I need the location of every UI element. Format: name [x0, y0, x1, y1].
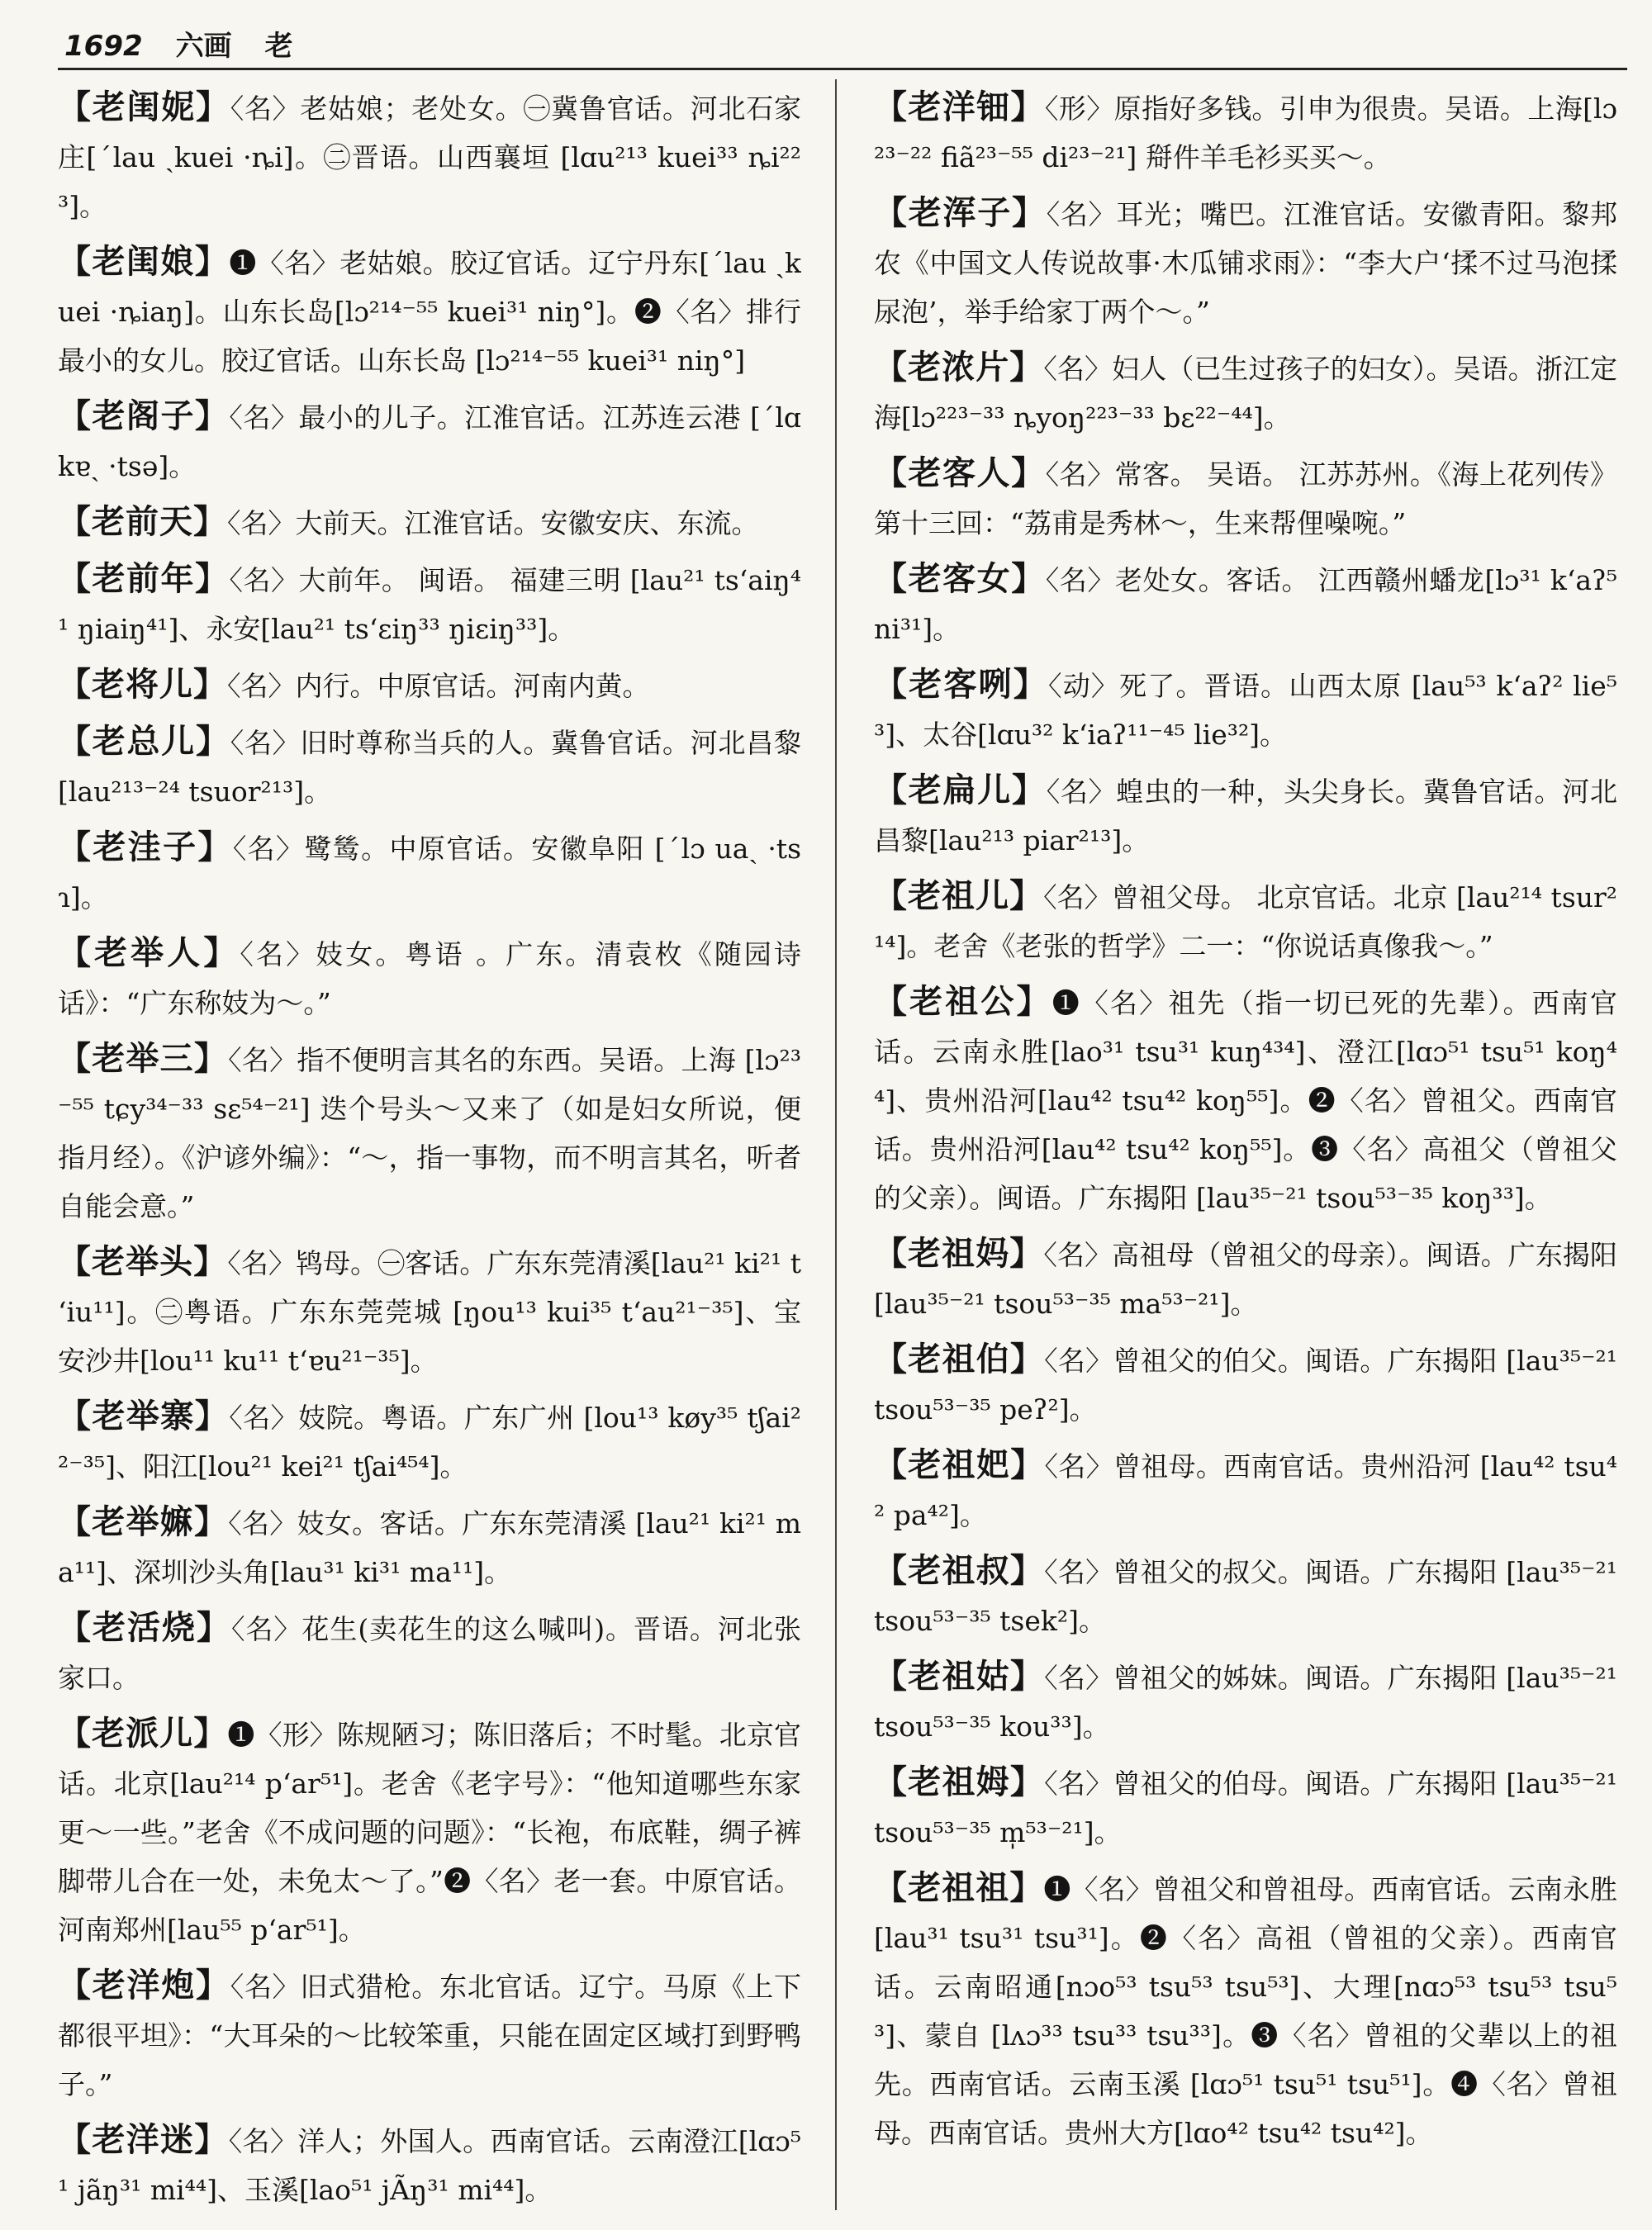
- entry-headword: 【老祖公】: [874, 982, 1052, 1021]
- page-number: 1692: [64, 30, 143, 63]
- entry-headword: 【老洼子】: [58, 828, 233, 866]
- entry-headword: 【老洋迷】: [58, 2120, 229, 2159]
- entry-headword: 【老祖叔】: [874, 1551, 1045, 1590]
- dictionary-entry: [58, 1034, 801, 1231]
- dictionary-entry: [58, 717, 801, 816]
- dictionary-entry: [58, 2115, 801, 2213]
- dictionary-entry: [874, 83, 1617, 182]
- entry-definition: 〈名〉老处女。客话。 江西赣州蟠龙[lɔ³¹ kʻaʔ⁵ ni³¹]。: [874, 564, 1617, 645]
- left-column: [58, 83, 801, 2213]
- dictionary-entry: [874, 1652, 1617, 1751]
- dictionary-entry: [874, 1758, 1617, 1857]
- entry-definition: 〈名〉曾祖父的伯父。闽语。广东揭阳 [lau³⁵⁻²¹ tsou⁵³⁻³⁵ peʔ²]。: [874, 1345, 1617, 1426]
- entry-definition: 〈名〉耳光；嘴巴。江淮官话。安徽青阳。黎邦农《中国文人传说故事·木瓜铺求雨》：“李大户‘揉不过马泡揉尿泡’，举手给家丁两个～。”: [874, 198, 1617, 328]
- entry-headword: 【老闺娘】: [58, 242, 230, 281]
- entry-definition: 〈动〉死了。晋语。山西太原 [lau⁵³ kʻaʔ² lie⁵³]、太谷[lɑu³² kʻiaʔ¹¹⁻⁴⁵ lie³²]。: [874, 670, 1617, 751]
- entry-headword: 【老祖祖】: [874, 1868, 1044, 1907]
- dictionary-entry: [58, 237, 801, 385]
- dictionary-entry: [874, 1546, 1617, 1645]
- dictionary-entry: [58, 1237, 801, 1385]
- entry-headword: 【老举三】: [58, 1039, 229, 1078]
- entry-headword: 【老举寨】: [58, 1397, 230, 1435]
- entry-definition: 〈名〉常客。 吴语。 江苏苏州。《海上花列传》第十三回：“荔甫是秀林～，生来帮俚噪啘。”: [874, 458, 1617, 539]
- entry-definition: 〈名〉旧式猎枪。东北官话。辽宁。马原《上下都很平坦》：“大耳朵的～比较笨重，只能在固定区域打到野鸭子。”: [58, 1971, 801, 2100]
- entry-headword: 【老祖姆】: [874, 1763, 1045, 1801]
- entry-definition: 〈名〉妓院。粤语。广东广州 [lou¹³ køy³⁵ tʃai²²⁻³⁵]、阳江[lou²¹ kei²¹ tʃai⁴⁵⁴]。: [58, 1402, 801, 1483]
- entry-headword: 【老闺妮】: [58, 88, 230, 126]
- dictionary-entry: [58, 928, 801, 1027]
- page-header: [64, 23, 1617, 74]
- entry-definition: 〈名〉曾祖父的叔父。闽语。广东揭阳 [lau³⁵⁻²¹ tsou⁵³⁻³⁵ tsek²]。: [874, 1556, 1617, 1637]
- dictionary-entry: [58, 823, 801, 922]
- entry-headword: 【老祖妈】: [874, 1234, 1044, 1273]
- entry-definition: 〈名〉曾祖母。西南官话。贵州沿河 [lau⁴² tsu⁴² pa⁴²]。: [874, 1450, 1617, 1531]
- dictionary-entry: [874, 1863, 1617, 2157]
- entry-definition: ❶〈名〉老姑娘。胶辽官话。辽宁丹东[ˊlau ˏkuei ·ȵiaŋ]。山东长岛[lɔ²¹⁴⁻⁵⁵ kuei³¹ niŋ°]。❷〈名〉排行最小的女儿。胶辽官话。山东长岛 [lɔ²¹⁴⁻⁵⁵ kuei³¹ niŋ°]: [58, 247, 801, 377]
- dictionary-entry: [58, 497, 801, 548]
- entry-headword: 【老客咧】: [874, 665, 1049, 704]
- dictionary-entry: [874, 188, 1617, 336]
- section-label: 六画: [175, 30, 232, 63]
- entry-headword: 【老祖姑】: [874, 1657, 1045, 1696]
- entry-definition: 〈名〉曾祖父母。 北京官话。北京 [lau²¹⁴ tsur²¹⁴]。老舍《老张的哲学》二一：“你说话真像我～。”: [874, 881, 1617, 962]
- entry-definition: 〈名〉大前年。 闽语。 福建三明 [lau²¹ tsʻaiŋ⁴¹ ŋiaiŋ⁴¹]、永安[lau²¹ tsʻɛiŋ³³ ŋiɛiŋ³³]。: [58, 564, 801, 645]
- entry-definition: 〈名〉大前天。江淮官话。安徽安庆、东流。: [227, 507, 759, 539]
- dictionary-entry: [58, 554, 801, 653]
- entry-headword: 【老活烧】: [58, 1608, 231, 1647]
- entry-headword: 【老派儿】: [58, 1714, 228, 1753]
- dictionary-entry: [58, 660, 801, 710]
- entry-definition: 〈名〉花生(卖花生的这么喊叫)。晋语。河北张家口。: [58, 1613, 801, 1694]
- entry-headword: 【老洋炮】: [58, 1966, 230, 2005]
- entry-headword: 【老浑子】: [874, 193, 1047, 232]
- entry-definition: 〈名〉鹭鸶。中原官话。安徽阜阳 [ˊlɔ uaˎ ·tsɿ]。: [58, 833, 801, 913]
- dictionary-entry: [874, 871, 1617, 970]
- right-column: [874, 83, 1617, 2213]
- dictionary-entry: [874, 660, 1617, 759]
- entry-headword: 【老举人】: [58, 933, 240, 972]
- dictionary-entry: [58, 1497, 801, 1597]
- entry-headword: 【老祖妑】: [874, 1445, 1045, 1484]
- entry-definition: 〈名〉妇人（已生过孩子的妇女）。吴语。浙江定海[lɔ²²³⁻³³ ȵyoŋ²²³⁻³³ bɛ²²⁻⁴⁴]。: [874, 353, 1617, 434]
- dictionary-entry: [58, 391, 801, 491]
- entry-definition: 〈名〉曾祖父的伯母。闽语。广东揭阳 [lau³⁵⁻²¹ tsou⁵³⁻³⁵ m̩⁵³⁻²¹]。: [874, 1767, 1617, 1848]
- entry-definition: ❶〈名〉祖先（指一切已死的先辈）。西南官话。云南永胜[lao³¹ tsu³¹ kuŋ⁴³⁴]、澄江[lɑɔ⁵¹ tsu⁵¹ koŋ⁴⁴]、贵州沿河[lau⁴² tsu⁴² koŋ⁵⁵]。❷〈名〉曾祖父。西南官话。贵州沿河[lau⁴² tsu⁴² koŋ⁵⁵]。❸〈名〉高祖父（曾祖父的父亲）。闽语。广东揭阳 [lau³⁵⁻²¹ tsou⁵³⁻³⁵ koŋ³³]。: [874, 987, 1617, 1214]
- entry-headword: 【老洋钿】: [874, 88, 1045, 126]
- entry-headword: 【老将儿】: [58, 665, 227, 704]
- header-rule: [58, 68, 1627, 70]
- dictionary-entry: [58, 1392, 801, 1491]
- dictionary-entry: [874, 448, 1617, 548]
- dictionary-entry: [874, 1229, 1617, 1328]
- dictionary-entry: [58, 1961, 801, 2109]
- entry-definition: 〈名〉妓女。粤语 。广东。清袁枚《随园诗话》：“广东称妓为～。”: [58, 938, 801, 1019]
- entry-definition: 〈名〉旧时尊称当兵的人。冀鲁官话。河北昌黎[lau²¹³⁻²⁴ tsuor²¹³]。: [58, 727, 801, 808]
- entry-headword: 【老阁子】: [58, 396, 230, 435]
- dictionary-entry: [874, 977, 1617, 1222]
- entry-definition: ❶〈名〉曾祖父和曾祖母。西南官话。云南永胜[lau³¹ tsu³¹ tsu³¹]。❷〈名〉高祖（曾祖的父亲）。西南官话。云南昭通[nɔo⁵³ tsu⁵³ tsu⁵³]、大理[nɑɔ⁵³ tsu⁵³ tsu⁵³]、蒙自 [lʌɔ³³ tsu³³ tsu³³]。❸〈名〉曾祖的父辈以上的祖先。西南官话。云南玉溪 [lɑɔ⁵¹ tsu⁵¹ tsu⁵¹]。❹〈名〉曾祖母。西南官话。贵州大方[lɑo⁴² tsu⁴² tsu⁴²]。: [874, 1873, 1617, 2149]
- dictionary-entry: [58, 83, 801, 230]
- column-divider: [835, 79, 837, 2210]
- entry-headword: 【老浓片】: [874, 348, 1044, 387]
- entry-definition: 〈名〉最小的儿子。江淮官话。江苏连云港 [ˊlɑ kɐˎ ·tsə]。: [58, 401, 801, 482]
- entry-definition: 〈名〉内行。中原官话。河南内黄。: [227, 670, 650, 702]
- entry-definition: 〈名〉蝗虫的一种，头尖身长。冀鲁官话。河北昌黎[lau²¹³ piar²¹³]。: [874, 776, 1617, 856]
- radical-character: 老: [264, 30, 293, 63]
- entry-headword: 【老客女】: [874, 559, 1046, 598]
- entry-headword: 【老祖儿】: [874, 876, 1044, 915]
- dictionary-entry: [874, 1335, 1617, 1434]
- dictionary-entry: [874, 766, 1617, 865]
- entry-headword: 【老祖伯】: [874, 1340, 1045, 1378]
- entry-definition: 〈名〉洋人；外国人。西南官话。云南澄江[lɑɔ⁵¹ jãŋ³¹ mi⁴⁴]、玉溪[lao⁵¹ jÃŋ³¹ mi⁴⁴]。: [58, 2125, 801, 2206]
- dictionary-entry: [58, 1603, 801, 1702]
- entry-definition: 〈名〉高祖母（曾祖父的母亲）。闽语。广东揭阳 [lau³⁵⁻²¹ tsou⁵³⁻³⁵ ma⁵³⁻²¹]。: [874, 1239, 1617, 1320]
- entry-headword: 【老总儿】: [58, 722, 230, 761]
- entry-headword: 【老前年】: [58, 559, 230, 598]
- entry-headword: 【老扁儿】: [874, 771, 1047, 809]
- entry-definition: 〈名〉妓女。客话。广东东莞清溪 [lau²¹ ki²¹ ma¹¹]、深圳沙头角[lau³¹ ki³¹ ma¹¹]。: [58, 1507, 801, 1588]
- dictionary-entry: [874, 343, 1617, 442]
- entry-definition: 〈形〉原指好多钱。引申为很贵。吴语。上海[lɔ²³⁻²² fiã²³⁻⁵⁵ di²³⁻²¹] 搿件羊毛衫买买～。: [874, 93, 1617, 173]
- entry-headword: 【老举嫲】: [58, 1502, 229, 1541]
- entry-headword: 【老举头】: [58, 1242, 228, 1281]
- entry-definition: 〈名〉老姑娘；老处女。㊀冀鲁官话。河北石家庄[ˊlau ˏkuei ·ȵi]。㊁晋语。山西襄垣 [lɑu²¹³ kuei³³ ȵi²²³]。: [58, 93, 801, 222]
- entry-definition: 〈名〉曾祖父的姊妹。闽语。广东揭阳 [lau³⁵⁻²¹ tsou⁵³⁻³⁵ kou³³]。: [874, 1662, 1617, 1743]
- entry-definition: 〈名〉鸨母。㊀客话。广东东莞清溪[lau²¹ ki²¹ tʻiu¹¹]。㊁粤语。广东东莞莞城 [ŋou¹³ kui³⁵ tʻau²¹⁻³⁵]、宝安沙井[lou¹¹ ku¹¹ tʻɐu²¹⁻³⁵]。: [58, 1247, 801, 1377]
- entry-definition: 〈名〉指不便明言其名的东西。吴语。上海 [lɔ²³⁻⁵⁵ tɕy³⁴⁻³³ sɛ⁵⁴⁻²¹] 迭个号头～又来了（如是妇女所说，便指月经）。《沪谚外编》：“～，指一事物，而不明言其名，听者自能会意。”: [58, 1044, 801, 1222]
- entry-headword: 【老客人】: [874, 453, 1046, 492]
- dictionary-entry: [58, 1709, 801, 1954]
- dictionary-entry: [874, 554, 1617, 653]
- entry-headword: 【老前天】: [58, 502, 227, 541]
- dictionary-entry: [874, 1440, 1617, 1540]
- entry-definition: ❶〈形〉陈规陋习；陈旧落后；不时髦。北京官话。北京[lau²¹⁴ pʻar⁵¹]。老舍《老字号》：“他知道哪些东家更～一些。”老舍《不成问题的问题》：“长袍，布底鞋，绸子裤脚带儿合在一处，未免太～了。”❷〈名〉老一套。中原官话。河南郑州[lau⁵⁵ pʻar⁵¹]。: [58, 1719, 801, 1946]
